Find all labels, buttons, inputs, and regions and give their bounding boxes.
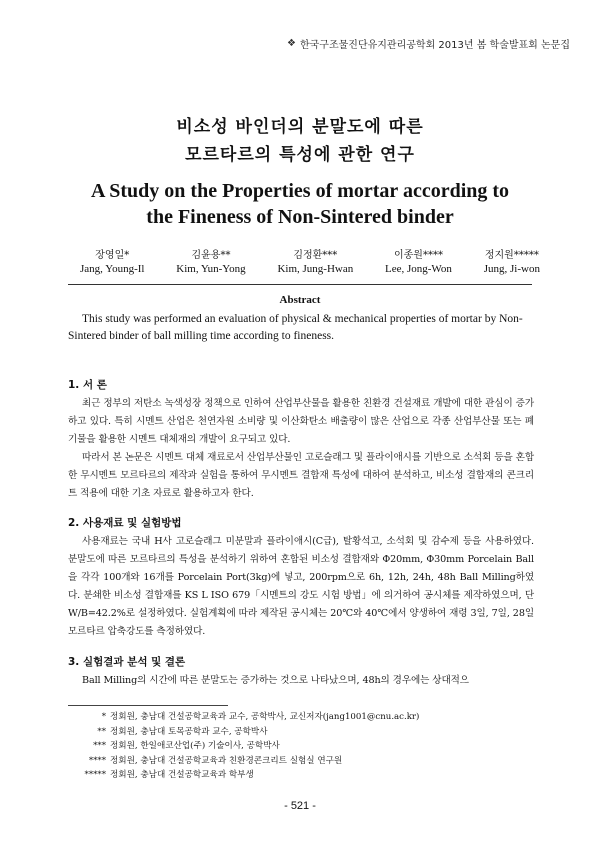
footnote-mark: ***** [84,770,106,780]
page-number: - 521 - [284,800,316,812]
abstract-body: This study was performed an evaluation of physical & mechanical properties of mortar by Non-Sintered binder of ball milling time according to fineness. [68,313,523,342]
author-name-en: Kim, Yun-Yong [176,263,246,275]
footnote [60,754,540,769]
footnote [60,739,540,754]
footnote-divider [68,705,228,706]
korean-title-line-1: 비소성 바인더의 분말도에 따른 [176,117,424,137]
author-name-en: Lee, Jong-Won [385,263,452,275]
english-title-line-1: A Study on the Properties of mortar according to [90,180,510,202]
footnote-text: 정회원, 한일애코산업(주) 기술이사, 공학박사 [110,741,280,751]
section-heading-introduction: 1. 서 론 [68,379,107,391]
author-name-ko: 장영일* [95,250,130,261]
running-header [287,36,570,51]
author-name-ko: 김윤용** [191,250,231,261]
footnote-mark: * [101,712,106,722]
author-name-en: Jang, Young-Il [80,263,145,275]
korean-title-line-2: 모르타르의 특성에 관한 연구 [185,145,415,165]
author [277,246,353,275]
paragraph: 따라서 본 논문은 시멘트 대체 재료로서 산업부산물인 고로슬래그 및 플라이애시를 기반으로 소석회 등을 혼합한 무시멘트 모르타르의 제작과 실험을 통하여 무시멘트 결합재 특성에 대하여 분석하고, 비소성 결합재의 콘크리트 적용에 대한 기초 자료로 활용하고자 한다. [68,452,534,499]
author [385,246,452,275]
author-name-ko: 이종원**** [393,250,443,261]
abstract-heading: Abstract [279,294,321,306]
footnote-mark: *** [93,741,106,751]
footnote [60,725,540,740]
author-list [80,246,540,275]
english-title-line-2: the Fineness of Non-Sintered binder [146,206,454,228]
paragraph: 사용재료는 국내 H사 고로슬래그 미분말과 플라이애시(C급), 탈황석고, 소석회 및 감수제 등을 사용하였다. 분말도에 따른 모르타르의 특성을 분석하기 위하여 혼합된 비소성 결합재와 Φ20mm, Φ30mm Porcelain Ball을 각각 100개와 16개를 Porcelain Port(3kg)에 넣고, 200rpm으로 6h, 12h, 24h, 48h Ball Milling하였다. 분쇄한 비소성 결합재를 KS L ISO 679「시멘트의 강도 시험 방법」에 의거하여 공시체를 제작하였으며, 단 W/B=42.2%로 설정하였다. 실험계획에 따라 제작된 공시체는 20℃와 40℃에서 양생하여 재령 3일, 7일, 28일 모르타르 압축강도를 측정하였다. [68,536,534,637]
author-name-ko: 김정환*** [293,250,338,261]
author-name-en: Jung, Ji-won [483,263,540,275]
footnote-mark: **** [88,755,106,766]
footnote-text: 정회원, 충남대 건설공학교육과 친환경콘크리트 실험실 연구원 [110,755,343,766]
diamond-bullet-icon: ❖ [287,38,296,49]
author [80,246,144,275]
footnotes [60,710,540,783]
paragraph: Ball Milling의 시간에 따른 분말도는 증가하는 것으로 나타났으며, 48h의 경우에는 상대적으 [82,675,469,686]
author [484,246,540,275]
paragraph: 최근 정부의 저탄소 녹색성장 정책으로 인하여 산업부산물을 활용한 친환경 건설재료 개발에 대한 관심이 증가하고 있다. 특히 시멘트 산업은 천연자원 소비량 및 이산화탄소 배출량이 많은 산업으로 각종 산업부산물 또는 폐기물을 활용한 시멘트 대체재의 개발이 요구되고 있다. [68,398,534,445]
section-heading-results: 3. 실험결과 분석 및 결론 [68,656,186,668]
footnote-mark: ** [97,726,106,737]
section-heading-materials-methods: 2. 사용재료 및 실험방법 [68,517,182,529]
footnote-text: 정회원, 충남대 토목공학과 교수, 공학박사 [110,726,268,737]
title-divider [68,284,532,285]
journal-name: 한국구조물진단유지관리공학회 2013년 봄 학술발표회 논문집 [299,40,570,51]
author [176,246,245,275]
footnote [60,710,540,725]
footnote-text: 정회원, 충남대 건설공학교육과 학부생 [110,770,254,780]
author-name-ko: 정지원***** [484,250,539,261]
footnote-text: 정회원, 충남대 건설공학교육과 교수, 공학박사, 교신저자(jang1001@cnu.ac.kr) [110,712,420,722]
footnote [60,768,540,783]
author-name-en: Kim, Jung-Hwan [277,263,354,275]
